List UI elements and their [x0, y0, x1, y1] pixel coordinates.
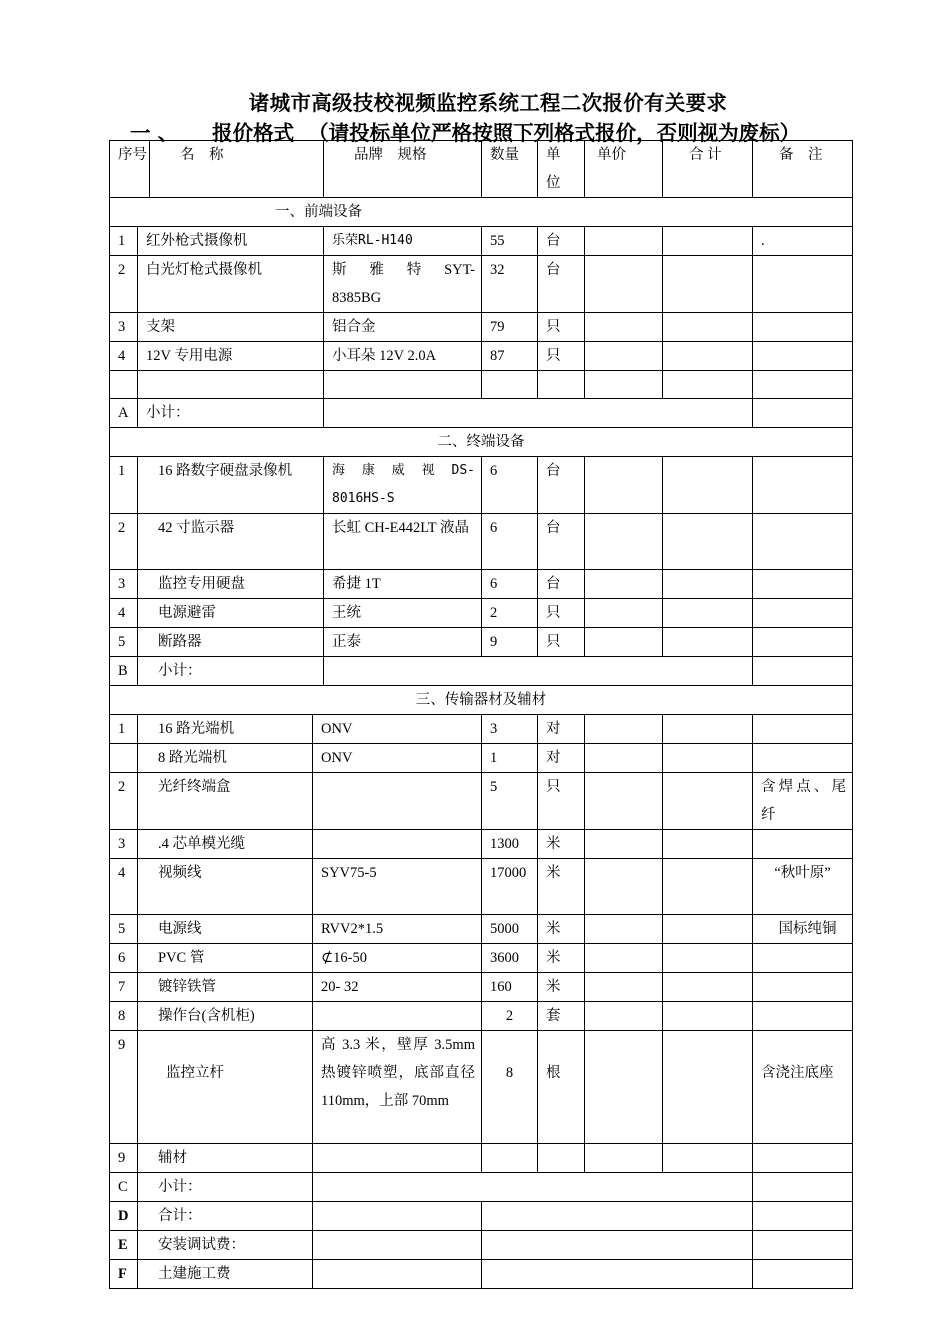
- cell-unit: 台: [538, 256, 585, 313]
- cell-name: 16 路光端机: [138, 715, 313, 744]
- subtotal-value: [324, 399, 753, 428]
- cell-name: 监控立杆: [138, 1031, 313, 1144]
- cell-price: [585, 715, 663, 744]
- table-row: [110, 1002, 853, 1031]
- cell-remark: [753, 256, 853, 313]
- table-row: [110, 744, 853, 773]
- cell-price: [585, 973, 663, 1002]
- cell-total: [663, 973, 753, 1002]
- cell-brand: [313, 830, 482, 859]
- cell-no: D: [110, 1202, 138, 1231]
- table-row: [110, 944, 853, 973]
- subtotal-value: [324, 657, 753, 686]
- cell-total: [663, 944, 753, 973]
- cell-no: 5: [110, 628, 138, 657]
- cell-price: [585, 342, 663, 371]
- table-row: [110, 457, 853, 514]
- cell-unit: 对: [538, 744, 585, 773]
- heading-text: 报价格式: [212, 121, 295, 145]
- cell-name: PVC 管: [138, 944, 313, 973]
- table-row: [110, 773, 853, 830]
- total-value: [482, 1231, 753, 1260]
- cell-name: 红外枪式摄像机: [138, 227, 324, 256]
- cell-price: [585, 599, 663, 628]
- cell-remark: [753, 1173, 853, 1202]
- cell-remark: [753, 830, 853, 859]
- cell-no: 4: [110, 859, 138, 915]
- heading-number: 一 、: [130, 121, 179, 145]
- cell-unit: [538, 1144, 585, 1173]
- header-no: 序号: [110, 141, 150, 198]
- table-row: [110, 1144, 853, 1173]
- cell-brand: 希捷 1T: [324, 570, 482, 599]
- cell-unit: 台: [538, 227, 585, 256]
- cell-remark: 含浇注底座: [753, 1031, 853, 1144]
- cell-remark: [753, 715, 853, 744]
- cell-no: C: [110, 1173, 138, 1202]
- cell-name: 断路器: [138, 628, 324, 657]
- cell-price: [585, 628, 663, 657]
- cell-qty: 87: [482, 342, 538, 371]
- cell-name: 电源线: [138, 915, 313, 944]
- cell-brand: 海 康 威 视 DS-8016HS-S: [324, 457, 482, 514]
- cell-total: [663, 313, 753, 342]
- section-row: [110, 428, 853, 457]
- cell-no: 2: [110, 773, 138, 830]
- cell-brand: ONV: [313, 744, 482, 773]
- cell-brand: [313, 1144, 482, 1173]
- cell-price: [585, 859, 663, 915]
- cell-remark: [753, 1202, 853, 1231]
- header-total: 合 计: [663, 141, 753, 198]
- cell-total: [663, 1144, 753, 1173]
- cell-unit: 台: [538, 570, 585, 599]
- cell-price: [585, 773, 663, 830]
- header-unit: 单位: [538, 141, 585, 198]
- cell-qty: 5000: [482, 915, 538, 944]
- cell-qty: 1300: [482, 830, 538, 859]
- cell-brand: 斯 雅 特 SYT-8385BG: [324, 256, 482, 313]
- table-row: [110, 313, 853, 342]
- cell-price: [585, 744, 663, 773]
- cell-qty: 1: [482, 744, 538, 773]
- subtotal-label: 小计：: [138, 399, 324, 428]
- document-title: 诸城市高级技校视频监控系统工程二次报价有关要求: [248, 91, 728, 115]
- total-row: [110, 1202, 853, 1231]
- cell-price: [585, 313, 663, 342]
- cell-qty: 3: [482, 715, 538, 744]
- cell-no: 5: [110, 915, 138, 944]
- cell-name: 支架: [138, 313, 324, 342]
- quote-table: [109, 140, 853, 1289]
- header-price: 单价: [585, 141, 663, 198]
- table-row: [110, 256, 853, 313]
- cell-remark: [753, 1231, 853, 1260]
- header-qty: 数量: [482, 141, 538, 198]
- cell-name: 12V 专用电源: [138, 342, 324, 371]
- table-row: [110, 715, 853, 744]
- section-title: 二、终端设备: [110, 428, 853, 457]
- cell-remark: [753, 570, 853, 599]
- table-row: [110, 514, 853, 570]
- cell-brand: 20- 32: [313, 973, 482, 1002]
- cell-total: [663, 715, 753, 744]
- cell-no: [110, 744, 138, 773]
- subtotal-label: 小计：: [138, 657, 324, 686]
- cell-total: [663, 1031, 753, 1144]
- total-label: 土建施工费: [138, 1260, 313, 1289]
- cell-qty: 79: [482, 313, 538, 342]
- cell-no: 2: [110, 256, 138, 313]
- cell-no: E: [110, 1231, 138, 1260]
- total-label: 安装调试费：: [138, 1231, 313, 1260]
- table-row: [110, 227, 853, 256]
- total-row: [110, 1231, 853, 1260]
- cell-total: [663, 342, 753, 371]
- cell-brand: [313, 773, 482, 830]
- cell-price: [585, 256, 663, 313]
- cell-total: [663, 859, 753, 915]
- total-spacer: [313, 1231, 482, 1260]
- cell-brand: 长虹 CH-E442LT 液晶: [324, 514, 482, 570]
- cell-no: 3: [110, 830, 138, 859]
- heading-note: （请投标单位严格按照下列格式报价，否则视为废标）: [308, 121, 801, 145]
- cell-no: 9: [110, 1031, 138, 1144]
- cell-total: [663, 915, 753, 944]
- cell-total: [663, 744, 753, 773]
- subtotal-value: [313, 1173, 753, 1202]
- table-row: [110, 599, 853, 628]
- subtotal-row: [110, 399, 853, 428]
- header-name: 名 称: [150, 141, 324, 198]
- cell-remark: 国标纯铜: [753, 915, 853, 944]
- cell-unit: 对: [538, 715, 585, 744]
- cell-total: [663, 599, 753, 628]
- cell-total: [663, 457, 753, 514]
- cell-price: [585, 570, 663, 599]
- cell-brand: RVV2*1.5: [313, 915, 482, 944]
- cell-name: .4 芯单模光缆: [138, 830, 313, 859]
- cell-name: 操作台(含机柜): [138, 1002, 313, 1031]
- cell-unit: 只: [538, 342, 585, 371]
- cell-price: [585, 830, 663, 859]
- cell-qty: 2: [482, 599, 538, 628]
- cell-unit: 米: [538, 859, 585, 915]
- cell-remark: [753, 342, 853, 371]
- cell-qty: 2: [482, 1002, 538, 1031]
- cell-no: B: [110, 657, 138, 686]
- cell-no: 8: [110, 1002, 138, 1031]
- cell-remark: [753, 457, 853, 514]
- cell-qty: 55: [482, 227, 538, 256]
- cell-no: 3: [110, 313, 138, 342]
- table-row: [110, 1031, 853, 1144]
- cell-name: 白光灯枪式摄像机: [138, 256, 324, 313]
- cell-price: [585, 457, 663, 514]
- cell-name: 光纤终端盒: [138, 773, 313, 830]
- cell-total: [663, 570, 753, 599]
- table-row: [110, 859, 853, 915]
- cell-no: 7: [110, 973, 138, 1002]
- cell-no: 1: [110, 715, 138, 744]
- table-header-row: [110, 141, 853, 198]
- cell-remark: [753, 313, 853, 342]
- cell-name: 电源避雷: [138, 599, 324, 628]
- total-row: [110, 1260, 853, 1289]
- cell-remark: [753, 744, 853, 773]
- cell-brand: 正泰: [324, 628, 482, 657]
- cell-remark: [753, 973, 853, 1002]
- cell-remark: [753, 514, 853, 570]
- cell-qty: 6: [482, 514, 538, 570]
- cell-name: 8 路光端机: [138, 744, 313, 773]
- cell-no: F: [110, 1260, 138, 1289]
- header-brand: 品牌 规格: [324, 141, 482, 198]
- cell-unit: 米: [538, 944, 585, 973]
- cell-qty: 32: [482, 256, 538, 313]
- cell-price: [585, 1144, 663, 1173]
- section-row: [110, 686, 853, 715]
- cell-qty: 160: [482, 973, 538, 1002]
- cell-unit: 米: [538, 830, 585, 859]
- cell-no: A: [110, 399, 138, 428]
- cell-unit: 台: [538, 457, 585, 514]
- cell-brand: 小耳朵 12V 2.0A: [324, 342, 482, 371]
- cell-remark: [753, 1002, 853, 1031]
- cell-name: 16 路数字硬盘录像机: [138, 457, 324, 514]
- cell-brand: 王统: [324, 599, 482, 628]
- table-row: [110, 973, 853, 1002]
- cell-name: 镀锌铁管: [138, 973, 313, 1002]
- cell-remark: [753, 399, 853, 428]
- cell-unit: 台: [538, 514, 585, 570]
- total-spacer: [313, 1202, 482, 1231]
- cell-brand: 铝合金: [324, 313, 482, 342]
- total-spacer: [313, 1260, 482, 1289]
- cell-no: 4: [110, 342, 138, 371]
- cell-unit: 米: [538, 973, 585, 1002]
- cell-unit: 根: [538, 1031, 585, 1144]
- total-label: 合计：: [138, 1202, 313, 1231]
- cell-remark: .: [753, 227, 853, 256]
- total-value: [482, 1202, 753, 1231]
- cell-price: [585, 1002, 663, 1031]
- cell-price: [585, 514, 663, 570]
- cell-remark: [753, 657, 853, 686]
- cell-unit: 只: [538, 773, 585, 830]
- cell-qty: 8: [482, 1031, 538, 1144]
- total-value: [482, 1260, 753, 1289]
- cell-name: 视频线: [138, 859, 313, 915]
- cell-no: 9: [110, 1144, 138, 1173]
- cell-unit: 只: [538, 313, 585, 342]
- subtotal-label: 小计：: [138, 1173, 313, 1202]
- cell-name: 辅材: [138, 1144, 313, 1173]
- table-row: [110, 915, 853, 944]
- header-remark: 备 注: [753, 141, 853, 198]
- subtotal-row: [110, 657, 853, 686]
- subtotal-row: [110, 1173, 853, 1202]
- cell-brand: 高 3.3 米，壁厚 3.5mm 热镀锌喷塑，底部直径 110mm，上部 70mm: [313, 1031, 482, 1144]
- cell-qty: 3600: [482, 944, 538, 973]
- cell-remark: [753, 628, 853, 657]
- cell-no: 6: [110, 944, 138, 973]
- cell-total: [663, 773, 753, 830]
- cell-brand: ⊄16-50: [313, 944, 482, 973]
- cell-unit: 米: [538, 915, 585, 944]
- cell-remark: [753, 1144, 853, 1173]
- cell-qty: 5: [482, 773, 538, 830]
- cell-remark: 含焊点、尾纤: [753, 773, 853, 830]
- cell-no: 3: [110, 570, 138, 599]
- cell-unit: 只: [538, 599, 585, 628]
- cell-no: 1: [110, 227, 138, 256]
- cell-remark: [753, 599, 853, 628]
- cell-qty: 6: [482, 457, 538, 514]
- cell-qty: 6: [482, 570, 538, 599]
- table-row: [110, 628, 853, 657]
- table-row: [110, 570, 853, 599]
- cell-remark: “秋叶原”: [753, 859, 853, 915]
- cell-total: [663, 256, 753, 313]
- cell-no: 4: [110, 599, 138, 628]
- cell-no: 1: [110, 457, 138, 514]
- cell-no: 2: [110, 514, 138, 570]
- cell-total: [663, 830, 753, 859]
- table-row: [110, 830, 853, 859]
- cell-unit: 只: [538, 628, 585, 657]
- cell-brand: 乐荣RL-H140: [324, 227, 482, 256]
- cell-name: 42 寸监示器: [138, 514, 324, 570]
- cell-remark: [753, 944, 853, 973]
- section-title: 一、前端设备: [110, 198, 853, 227]
- cell-price: [585, 227, 663, 256]
- cell-price: [585, 1031, 663, 1144]
- section-row: [110, 198, 853, 227]
- cell-total: [663, 628, 753, 657]
- cell-name: 监控专用硬盘: [138, 570, 324, 599]
- cell-total: [663, 1002, 753, 1031]
- cell-remark: [753, 1260, 853, 1289]
- cell-brand: ONV: [313, 715, 482, 744]
- cell-qty: 9: [482, 628, 538, 657]
- cell-unit: 套: [538, 1002, 585, 1031]
- table-row: [110, 342, 853, 371]
- cell-brand: SYV75-5: [313, 859, 482, 915]
- cell-qty: 17000: [482, 859, 538, 915]
- cell-brand: [313, 1002, 482, 1031]
- cell-price: [585, 944, 663, 973]
- cell-total: [663, 227, 753, 256]
- cell-qty: [482, 1144, 538, 1173]
- cell-price: [585, 915, 663, 944]
- cell-total: [663, 514, 753, 570]
- section-title: 三、传输器材及辅材: [110, 686, 853, 715]
- empty-row: [110, 371, 853, 399]
